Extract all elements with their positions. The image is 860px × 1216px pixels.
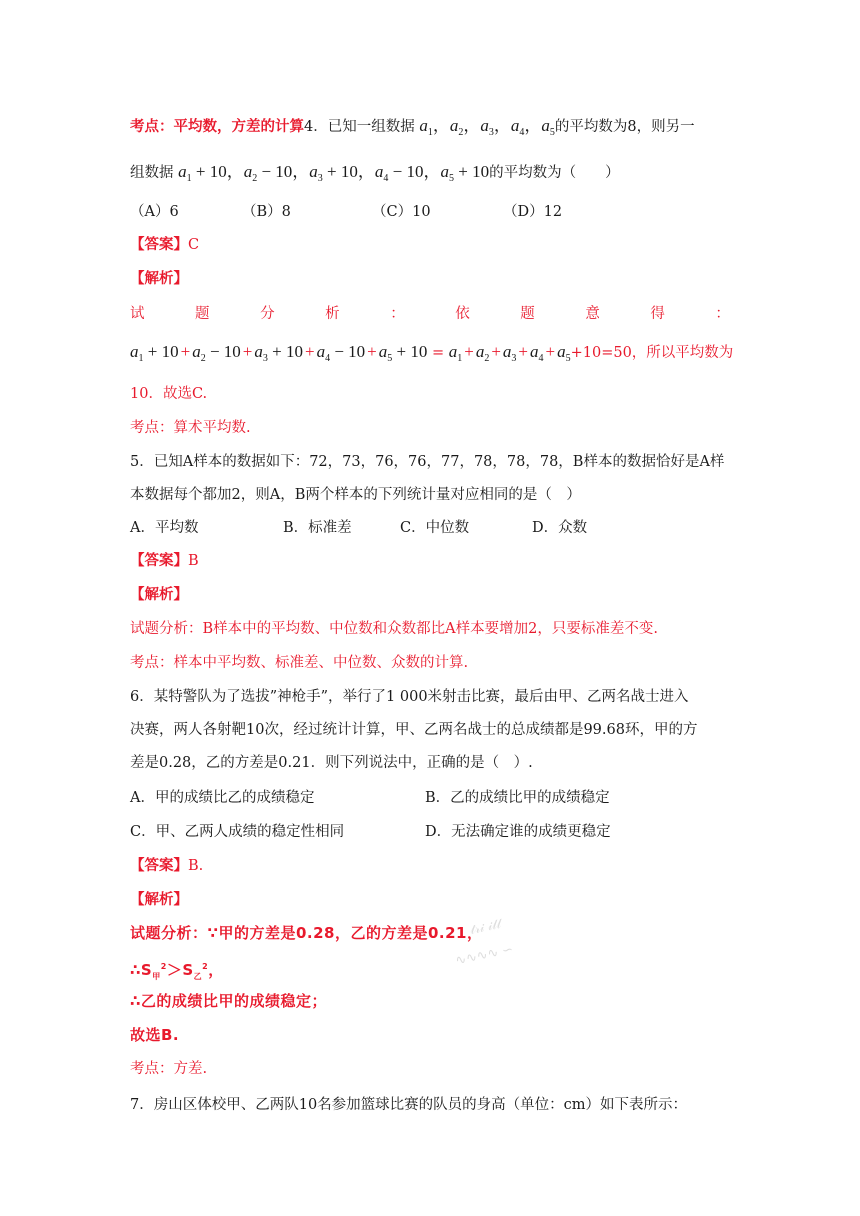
q4-analysis-char: 试	[130, 306, 145, 322]
q4-analysis-char: 题	[520, 306, 535, 322]
q6-analysis-2-sup2: 2	[202, 962, 209, 971]
q5-option-d: D．众数	[532, 520, 588, 536]
q4-analysis-label: 【解析】	[130, 270, 188, 287]
q4-option-d: （D）12	[503, 204, 563, 220]
q6-option-b: B．乙的成绩比甲的成绩稳定	[425, 790, 610, 806]
watermark-mark: ∿∿∿∿ ∽	[454, 942, 515, 969]
q6-answer-label: 【答案】	[130, 857, 188, 874]
q4-option-a: （A）6	[130, 204, 179, 220]
q4-analysis-char: ：	[715, 306, 730, 322]
q4-stem-start: 已知一组数据	[327, 119, 415, 135]
q4-data-set: $a_1$，$a_2$，$a_3$，$a_4$，$a_5$	[419, 116, 555, 138]
q6-analysis-2-sub1: 甲	[152, 972, 161, 981]
q4-answer-label: 【答案】	[130, 236, 188, 253]
q5-answer	[130, 551, 199, 571]
q4-analysis-char: 得	[650, 306, 665, 322]
q6-line2: 决赛，两人各射靶10次，经过统计计算，甲、乙两名战士的总成绩都是99.68环，甲的方	[130, 722, 698, 738]
q6-analysis-label: 【解析】	[130, 891, 188, 908]
q4-analysis-char: 题	[195, 306, 210, 322]
q5-analysis-text: 试题分析：B样本中的平均数、中位数和众数都比A样本要增加2，只要标准差不变.	[130, 621, 658, 637]
q6-line3: 差是0.28，乙的方差是0.21．则下列说法中，正确的是（ ）.	[130, 755, 533, 771]
q4-new-data-set: $a_1 + 10$，$a_2 - 10$，$a_3 + 10$，$a_4 - 10$，$a_5 + 10$	[178, 162, 490, 184]
q4-analysis-char: 依	[455, 306, 470, 322]
watermark-mark: 𝓉𝓇𝒾 𝒾𝓁𝓁	[468, 916, 503, 939]
q4-point-text: 算术平均数.	[173, 420, 251, 436]
q4-line2	[130, 162, 620, 189]
q4-analysis-line1	[130, 304, 730, 324]
q5-point	[130, 653, 468, 673]
q5-option-c: C．中位数	[400, 520, 470, 536]
q4-number: 4．	[304, 119, 328, 135]
q4-answer	[130, 235, 199, 255]
q6-analysis-2b: ＞S	[166, 961, 194, 979]
q4-analysis-equation: $a_1 + 10 + a_2 - 10 + a_3 + 10 + a_4 - 10 + a_5 + 10 = a_1 + a_2 + a_3 + a_4 + a_5+10=50$，所以平均数为	[130, 342, 734, 364]
q4-analysis-char: 分	[260, 306, 275, 322]
q4-point-label: 考点：	[130, 420, 174, 436]
q6-point	[130, 1059, 207, 1079]
q6-answer-value: B.	[188, 858, 204, 874]
q4-analysis-char: ：	[390, 306, 405, 322]
q4-option-c: （C）10	[372, 204, 431, 220]
q5-analysis-label: 【解析】	[130, 586, 188, 603]
q6-option-d: D．无法确定谁的成绩更稳定	[425, 824, 611, 840]
q5-answer-label: 【答案】	[130, 552, 188, 569]
q4-analysis-end: 10．故选C.	[130, 386, 208, 402]
q4-equation-tail: +10=50，所以平均数为	[570, 345, 734, 361]
q5-point-label: 考点：	[130, 655, 174, 671]
q6-analysis-2-sub2: 乙	[193, 972, 203, 981]
q4-kaodian-label: 考点：	[130, 118, 174, 135]
q4-analysis-char: 析	[325, 306, 340, 322]
q6-analysis-2-sup: 2	[160, 962, 167, 971]
q5-point-text: 样本中平均数、标准差、中位数、众数的计算.	[173, 655, 469, 671]
q4-kaodian-text: 平均数，方差的计算	[173, 118, 304, 135]
q4-line2-start: 组数据	[130, 165, 174, 181]
q6-analysis-4: 故选B.	[130, 1026, 180, 1044]
q5-option-b: B．标准差	[283, 520, 352, 536]
q7-line1: 7．房山区体校甲、乙两队10名参加篮球比赛的队员的身高（单位：cm）如下表所示：	[130, 1097, 688, 1113]
q4-point	[130, 418, 251, 438]
q6-analysis-3: ∴乙的成绩比甲的成绩稳定；	[130, 992, 327, 1010]
q6-point-text: 方差.	[173, 1061, 208, 1077]
q4-stem-mid: 的平均数为8，则另一	[554, 119, 695, 135]
q6-analysis-2	[130, 957, 224, 987]
q5-answer-value: B	[188, 553, 199, 569]
q6-line1: 6．某特警队为了选拔”神枪手”，举行了1 000米射击比赛，最后由甲、乙两名战士进入	[130, 689, 689, 705]
q6-answer	[130, 856, 203, 876]
q6-option-a: A．甲的成绩比乙的成绩稳定	[130, 790, 315, 806]
q4-line1	[130, 116, 695, 143]
q6-option-c: C．甲、乙两人成绩的稳定性相同	[130, 824, 345, 840]
q4-line2-end: 的平均数为（ ）	[489, 165, 620, 181]
q4-analysis-char: 意	[585, 306, 600, 322]
q6-analysis-1: 试题分析：∵甲的方差是0.28，乙的方差是0.21，	[130, 924, 483, 942]
q6-analysis-2a: ∴S	[130, 961, 153, 979]
q5-line1: 5．已知A样本的数据如下：72，73，76，76，77，78，78，78，B样本的数据恰好是A样	[130, 454, 725, 470]
q4-equation-lhs: $a_1 + 10 + a_2 - 10 + a_3 + 10 + a_4 - 10 + a_5 + 10$	[130, 342, 428, 364]
q5-line2: 本数据每个都加2，则A，B两个样本的下列统计量对应相同的是（ ）	[130, 487, 581, 503]
q4-equation-rhs: $a_1 + a_2 + a_3 + a_4 + a_5$	[448, 342, 571, 364]
q6-point-label: 考点：	[130, 1061, 174, 1077]
q6-analysis-2c: ，	[208, 961, 224, 979]
q4-answer-value: C	[188, 237, 200, 253]
q5-option-a: A．平均数	[130, 520, 199, 536]
q4-option-b: （B）8	[242, 204, 291, 220]
